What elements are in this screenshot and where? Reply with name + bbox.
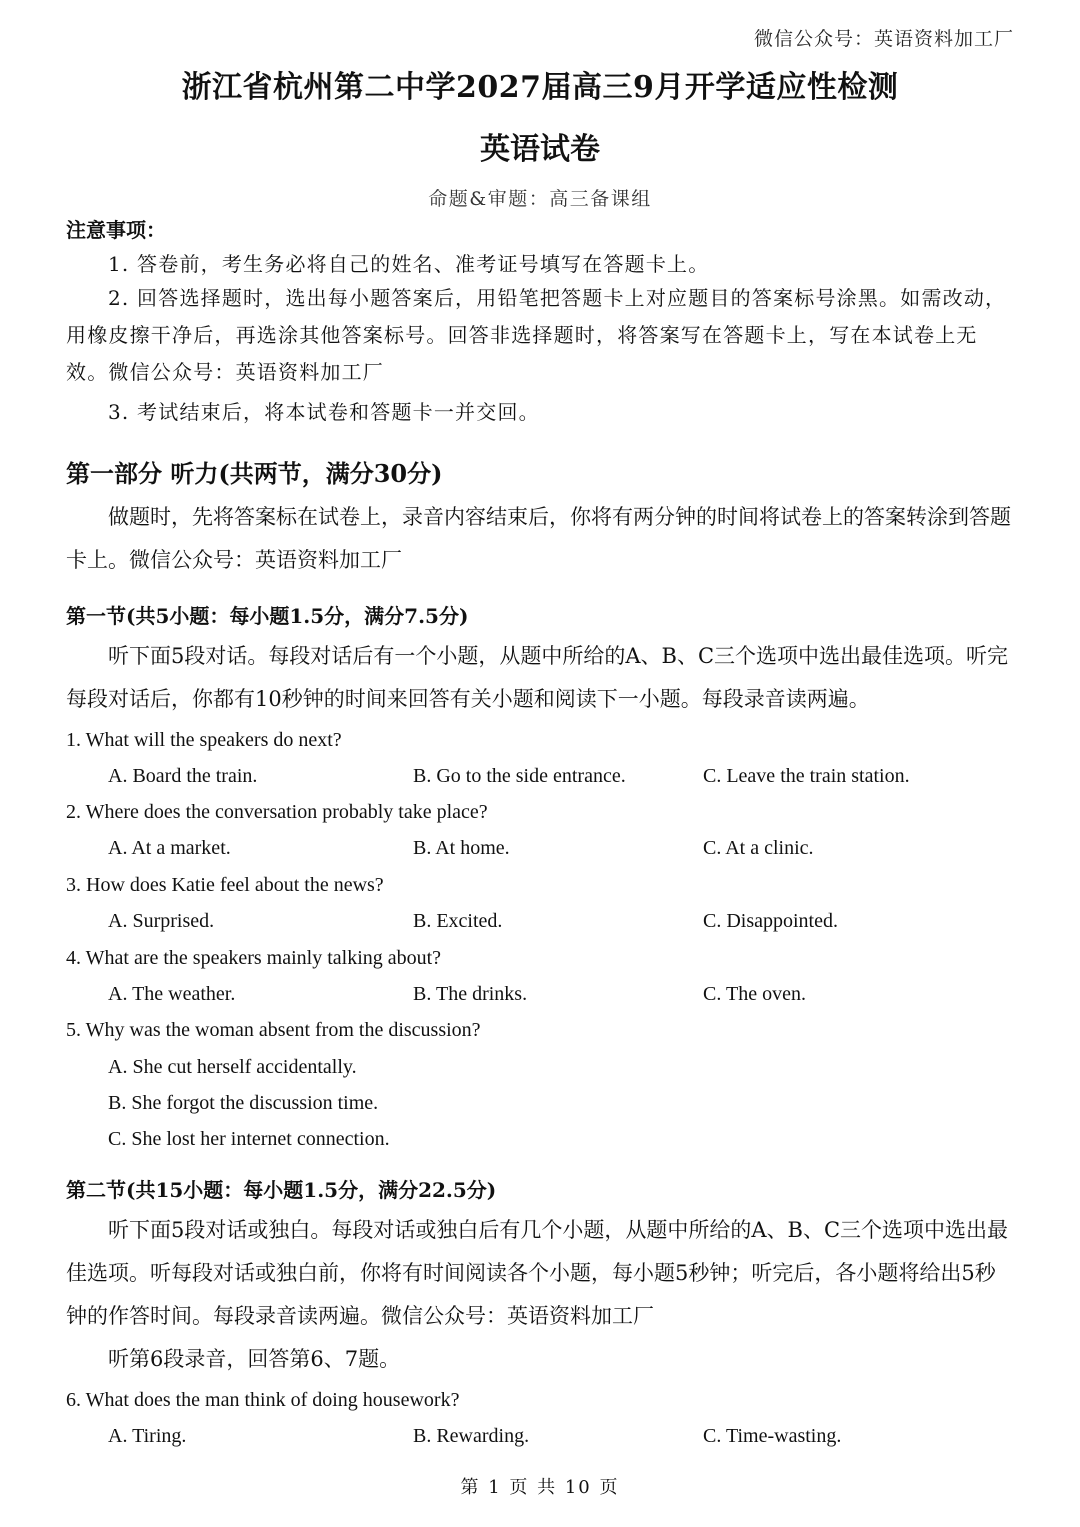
option-2b: B. At home. (413, 837, 510, 859)
option-6b: B. Rewarding. (413, 1425, 530, 1447)
section1-title: 第一节(共5小题：每小题1.5分，满分7.5分) (66, 604, 469, 628)
notice-title: 注意事项： (66, 218, 166, 242)
part1-title: 第一部分 听力(共两节，满分30分) (66, 459, 443, 488)
option-4a: A. The weather. (108, 983, 236, 1005)
option-4c: C. The oven. (703, 983, 806, 1005)
question-3: 3. How does Katie feel about the news? (66, 874, 384, 896)
author-line: 命题&审题：高三备课组 (428, 188, 652, 210)
section2-title: 第二节(共15小题：每小题1.5分，满分22.5分) (66, 1178, 497, 1202)
header-note: 微信公众号：英语资料加工厂 (753, 28, 1014, 50)
question-1: 1. What will the speakers do next? (66, 729, 342, 751)
question-2: 2. Where does the conversation probably take place? (66, 801, 488, 823)
option-5c: C. She lost her internet connection. (108, 1128, 390, 1150)
option-4b: B. The drinks. (413, 983, 528, 1005)
option-5a: A. She cut herself accidentally. (108, 1056, 357, 1078)
option-1a: A. Board the train. (108, 765, 258, 787)
section2-intro: 听下面5段对话或独白。每段对话或独白后有几个小题，从题中所给的A、B、C三个选项中选出最佳选项。听每段对话或独白前，你将有时间阅读各个小题，每小题5秒钟；听完后，各小题将给出5秒钟的作答时间。每段录音读两遍。微信公众号：英语资料加工厂 (66, 1218, 1009, 1328)
option-5b: B. She forgot the discussion time. (108, 1092, 379, 1114)
option-6a: A. Tiring. (108, 1425, 187, 1447)
option-2c: C. At a clinic. (703, 837, 814, 859)
option-3b: B. Excited. (413, 910, 503, 932)
notice-item-3: 3. 考试结束后，将本试卷和答题卡一并交回。 (108, 400, 540, 424)
option-3a: A. Surprised. (108, 910, 215, 932)
page-footer: 第 1 页 共 10 页 (460, 1477, 620, 1498)
option-6c: C. Time-wasting. (703, 1425, 842, 1447)
exam-title: 浙江省杭州第二中学2027届高三9月开学适应性检测 (181, 70, 899, 105)
exam-subtitle: 英语试卷 (480, 132, 600, 167)
notice-item-1: 1. 答卷前，考生务必将自己的姓名、准考证号填写在答题卡上。 (108, 252, 710, 276)
question-4: 4. What are the speakers mainly talking about? (66, 947, 442, 969)
section1-intro: 听下面5段对话。每段对话后有一个小题，从题中所给的A、B、C三个选项中选出最佳选项。听完每段对话后，你都有10秒钟的时间来回答有关小题和阅读下一小题。每段录音读两遍。 (66, 644, 1009, 711)
question-5: 5. Why was the woman absent from the discussion? (66, 1019, 481, 1041)
notice-item-2: 2. 回答选择题时，选出每小题答案后，用铅笔把答题卡上对应题目的答案标号涂黑。如需改动，用橡皮擦干净后，再选涂其他答案标号。回答非选择题时，将答案写在答题卡上，写在本试卷上无效。微信公众号：英语资料加工厂 (66, 286, 1007, 384)
part1-intro: 做题时，先将答案标在试卷上，录音内容结束后，你将有两分钟的时间将试卷上的答案转涂到答题卡上。微信公众号：英语资料加工厂 (66, 505, 1011, 572)
option-3c: C. Disappointed. (703, 910, 838, 932)
question-6: 6. What does the man think of doing housework? (66, 1389, 460, 1411)
option-1b: B. Go to the side entrance. (413, 765, 626, 787)
option-1c: C. Leave the train station. (703, 765, 910, 787)
section2-sub-instruction: 听第6段录音，回答第6、7题。 (108, 1347, 401, 1371)
option-2a: A. At a market. (108, 837, 231, 859)
